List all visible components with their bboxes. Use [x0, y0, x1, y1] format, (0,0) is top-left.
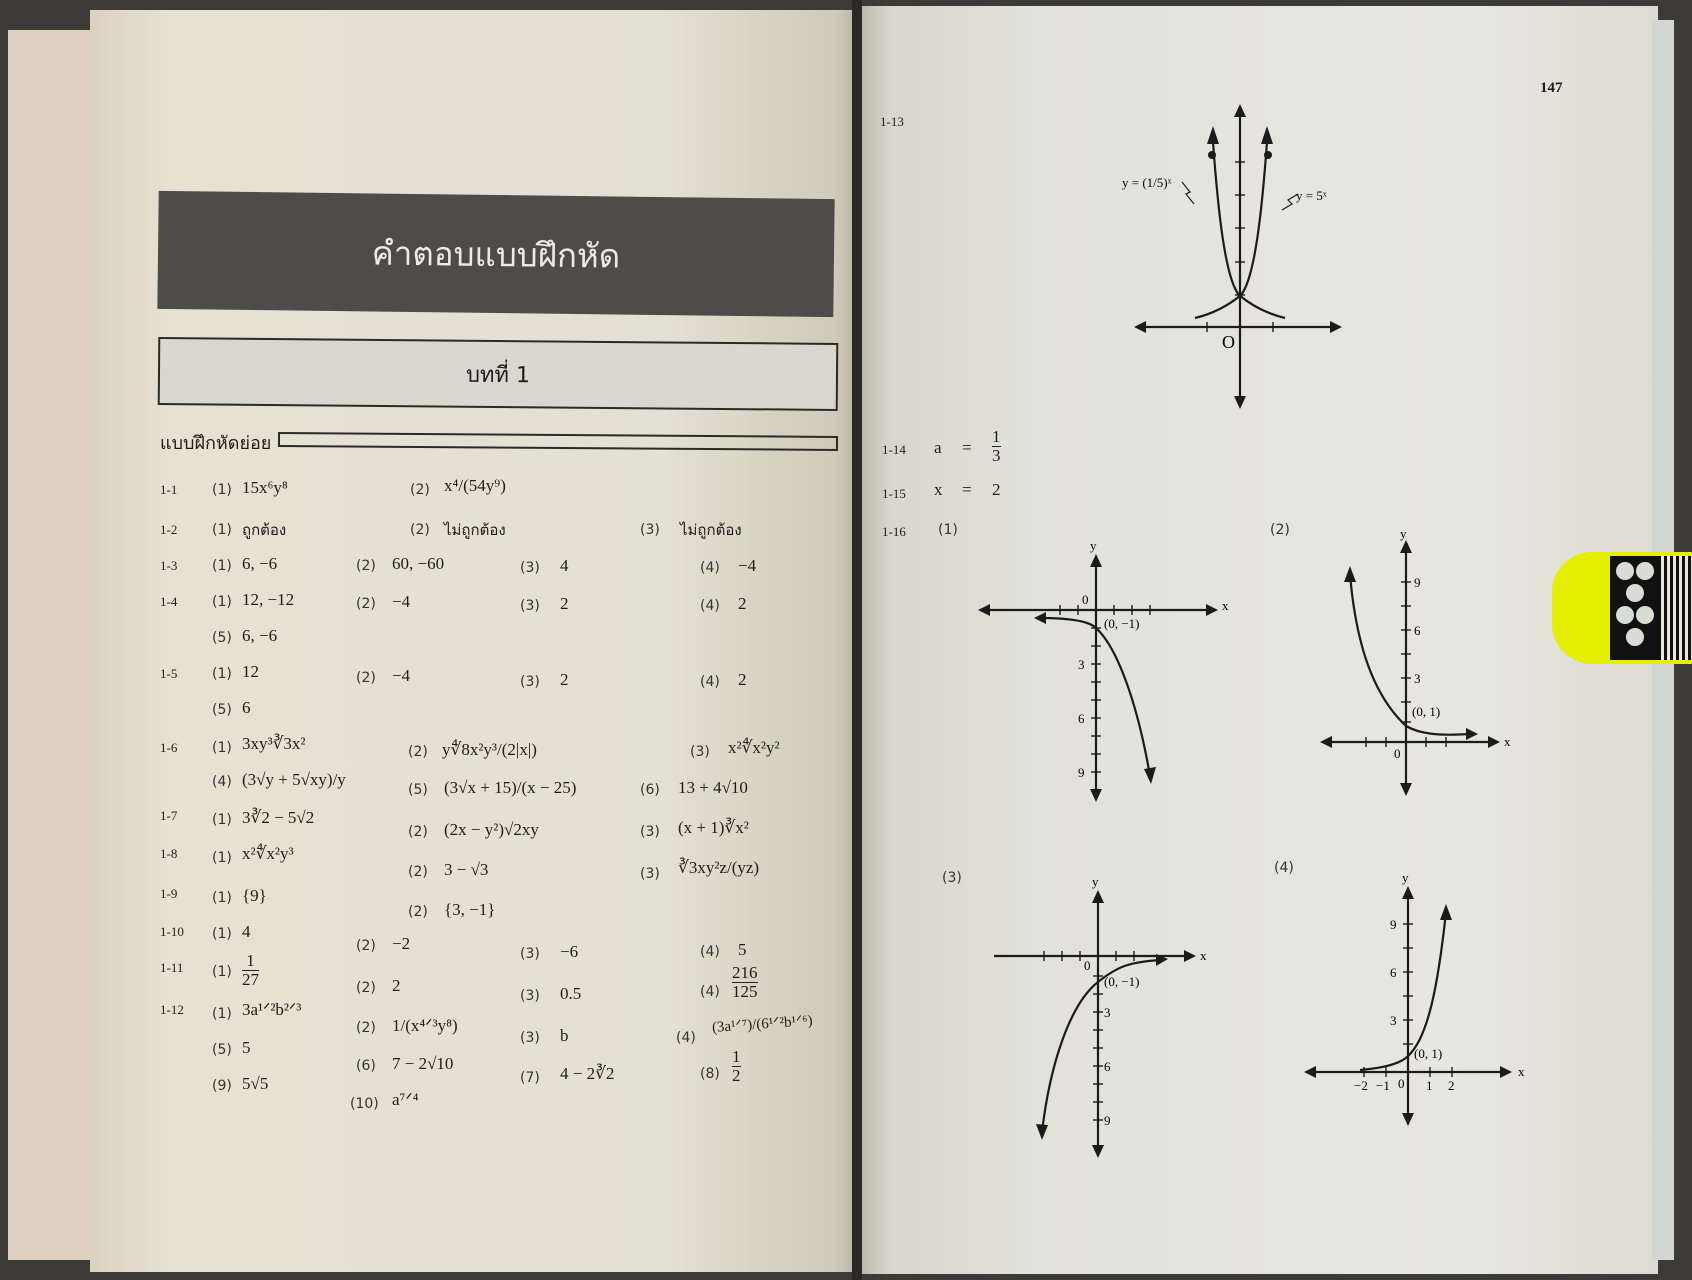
exercise-number: 1-5	[160, 666, 178, 681]
y-axis-label: y	[1400, 526, 1407, 541]
answer: 2	[392, 976, 401, 995]
origin-label: 0	[1398, 1076, 1405, 1091]
part-number: (2)	[408, 824, 428, 840]
answer: ไม่ถูกต้อง	[444, 521, 506, 539]
y-axis-arrow-down	[1402, 1113, 1414, 1126]
exercise-number: 1-11	[160, 960, 184, 975]
y-tick-label: 6	[1390, 965, 1397, 980]
answer: 12, −12	[242, 590, 295, 609]
exercise-number: 1-15	[882, 486, 906, 501]
part-number: (4)	[212, 774, 232, 790]
part-number: (2)	[356, 670, 376, 686]
part-number: (1)	[212, 964, 232, 980]
part-number: (1)	[212, 890, 232, 906]
curve-one-fifth-pow-x	[1213, 142, 1285, 318]
point-marker	[1208, 151, 1216, 159]
y-tick-label: 6	[1414, 623, 1421, 638]
graph-exponential-pair	[1120, 100, 1350, 420]
part-number: (4)	[676, 1030, 696, 1046]
x-axis-arrow-right	[1184, 950, 1196, 962]
part-number: (2)	[356, 980, 376, 996]
answer: −4	[738, 556, 757, 575]
answer-fraction	[242, 952, 259, 989]
denominator: 3	[992, 445, 1001, 465]
x-axis-arrow-left	[1134, 321, 1146, 333]
numerator: 1	[732, 1047, 741, 1066]
y-tick-label: 3	[1078, 657, 1085, 672]
y-tick-label: 9	[1414, 575, 1421, 590]
x-tick-label: −2	[1354, 1078, 1368, 1093]
part-number: (5)	[408, 782, 428, 798]
point-label: (0, 1)	[1414, 1046, 1443, 1061]
graph-1-16-part-4	[1300, 866, 1550, 1136]
part-number: (2)	[408, 744, 428, 760]
part-number: (1)	[212, 482, 232, 498]
x-tick-label: −1	[1376, 1078, 1390, 1093]
answer: −2	[392, 934, 411, 953]
curve-arrow	[1036, 1124, 1048, 1140]
exercise-number: 1-6	[160, 740, 178, 755]
y-axis-arrow-up	[1234, 104, 1246, 117]
answer: −4	[392, 666, 411, 685]
y-axis-arrow-up	[1400, 540, 1412, 553]
part-number: (3)	[690, 744, 710, 760]
denominator: 2	[732, 1065, 741, 1085]
curve-arrow	[1344, 566, 1356, 582]
graph-part-label: (3)	[942, 870, 962, 886]
graph-part-label: (1)	[938, 522, 958, 538]
point-marker	[1264, 151, 1272, 159]
curve-label-right: y = 5ˣ	[1296, 188, 1327, 203]
part-number: (1)	[212, 594, 232, 610]
y-axis-label: y	[1402, 870, 1409, 885]
exercise-number: 1-2	[160, 522, 178, 537]
part-number: (3)	[520, 560, 540, 576]
part-number: (9)	[212, 1078, 232, 1094]
part-number: (3)	[520, 1030, 540, 1046]
part-number: (4)	[700, 598, 720, 614]
answer: 3 − √3	[444, 860, 489, 879]
point-label: (0, −1)	[1104, 616, 1140, 631]
part-number: (6)	[640, 782, 660, 798]
part-number: (2)	[410, 482, 430, 498]
exercise-number: 1-7	[160, 808, 178, 823]
x-axis-arrow-right	[1488, 736, 1500, 748]
part-number: (8)	[700, 1066, 720, 1082]
exercise-number: 1-12	[160, 1002, 184, 1017]
exercise-number: 1-8	[160, 846, 178, 861]
curve-arrow	[1440, 904, 1452, 920]
answer: 3xy³∛3x²	[242, 734, 306, 753]
x-axis-label: x	[1518, 1064, 1525, 1079]
curve-arrow	[1034, 612, 1046, 624]
part-number: (7)	[520, 1070, 540, 1086]
answer: 3a¹ᐟ²b²ᐟ³	[242, 1000, 302, 1019]
answer: x²∜x²y²	[728, 738, 780, 757]
answer-fraction	[732, 1048, 741, 1085]
graph-part-label: (4)	[1274, 860, 1294, 876]
part-number: (1)	[212, 666, 232, 682]
answer: b	[560, 1026, 569, 1045]
x-axis-arrow-left	[1304, 1066, 1316, 1078]
answer: ไม่ถูกต้อง	[680, 521, 742, 539]
origin-label: 0	[1084, 958, 1091, 973]
variable: x	[934, 480, 943, 499]
part-number: (3)	[640, 866, 660, 882]
part-number: (3)	[520, 946, 540, 962]
part-number: (5)	[212, 630, 232, 646]
answer: 60, −60	[392, 554, 445, 573]
answer: (2x − y²)√2xy	[444, 820, 539, 839]
variable: a	[934, 438, 942, 457]
y-tick-label: 3	[1390, 1013, 1397, 1028]
equals-sign: =	[962, 438, 972, 457]
answer: 5√5	[242, 1074, 269, 1093]
numerator: 1	[246, 951, 255, 970]
part-number: (2)	[356, 1020, 376, 1036]
answer: x²∜x²y³	[242, 844, 294, 863]
answers-title: คำตอบแบบฝึกหัด	[371, 232, 621, 276]
x-tick-label: 1	[1426, 1078, 1433, 1093]
answer: 4 − 2∛2	[560, 1064, 615, 1083]
answer: ∛3xy²z/(yz)	[678, 858, 760, 877]
exercise-number: 1-10	[160, 924, 184, 939]
answers-title-band	[157, 191, 834, 317]
answer: 7 − 2√10	[392, 1054, 454, 1073]
part-number: (1)	[212, 740, 232, 756]
part-number: (2)	[408, 864, 428, 880]
answer: (x + 1)∛x²	[678, 818, 749, 837]
answer: 2	[560, 670, 569, 689]
exercise-number: 1-1	[160, 482, 178, 497]
numerator: 216	[732, 963, 758, 982]
x-axis-arrow-right	[1330, 321, 1342, 333]
numerator: 1	[992, 427, 1001, 446]
sticky-note-dots	[1612, 556, 1658, 660]
equals-sign: =	[962, 480, 972, 499]
answer-fraction	[992, 428, 1001, 465]
answer: {3, −1}	[444, 900, 496, 919]
answer: 1/(x⁴ᐟ³y⁸)	[392, 1016, 458, 1035]
curve-label-left: y = (1/5)ˣ	[1122, 175, 1172, 190]
y-axis-arrow-down	[1400, 783, 1412, 796]
part-number: (5)	[212, 702, 232, 718]
part-number: (2)	[410, 522, 430, 538]
answer: 15x⁶y⁸	[242, 478, 288, 497]
answer: ถูกต้อง	[242, 521, 287, 539]
origin-label: 0	[1082, 592, 1089, 607]
part-number: (1)	[212, 1006, 232, 1022]
exercise-number: 1-16	[882, 524, 906, 539]
denominator: 125	[732, 981, 758, 1001]
graph-1-16-part-3	[990, 874, 1220, 1164]
part-number: (2)	[408, 904, 428, 920]
answer-fraction	[732, 964, 758, 1001]
curve-arrow	[1466, 728, 1478, 740]
answer: x⁴/(54y⁹)	[444, 476, 506, 495]
answer: (3√x + 15)/(x − 25)	[444, 778, 577, 797]
part-number: (4)	[700, 984, 720, 1000]
answer: 4	[242, 922, 251, 941]
curve-5-pow-x	[1195, 142, 1267, 318]
part-number: (3)	[520, 988, 540, 1004]
y-axis-arrow-down	[1092, 1145, 1104, 1158]
y-tick-label: 9	[1104, 1113, 1111, 1128]
answer: 6, −6	[242, 554, 278, 573]
x-axis-arrow-right	[1206, 604, 1218, 616]
exercise-number: 1-3	[160, 558, 178, 573]
y-tick-label: 3	[1104, 1005, 1111, 1020]
y-axis-arrow-down	[1234, 396, 1246, 409]
exercise-number: 1-14	[882, 442, 906, 457]
answer: −6	[560, 942, 579, 961]
part-number: (4)	[700, 560, 720, 576]
y-axis-arrow-up	[1090, 554, 1102, 567]
curve-arrow	[1261, 126, 1273, 144]
part-number: (3)	[640, 522, 660, 538]
answer: 5	[242, 1038, 251, 1057]
y-tick-label: 9	[1390, 917, 1397, 932]
answer: y∜8x²y³/(2|x|)	[442, 740, 537, 759]
answer: 2	[738, 594, 747, 613]
x-axis-arrow-right	[1500, 1066, 1512, 1078]
answer: {9}	[242, 886, 267, 905]
graph-1-16-part-1	[978, 536, 1238, 808]
y-axis-label: y	[1090, 538, 1097, 553]
exponential-curve	[1042, 960, 1160, 1132]
x-axis-arrow-left	[1320, 736, 1332, 748]
graph-part-label: (2)	[1270, 522, 1290, 538]
part-number: (3)	[520, 598, 540, 614]
part-number: (10)	[350, 1096, 379, 1112]
answer: 3∛2 − 5√2	[242, 808, 315, 827]
x-axis-label: x	[1504, 734, 1511, 749]
part-number: (1)	[212, 850, 232, 866]
answer: 6	[242, 698, 251, 717]
left-page-edge	[8, 30, 98, 1260]
curve-arrow	[1144, 767, 1156, 784]
answer: 2	[738, 670, 747, 689]
part-number: (2)	[356, 558, 376, 574]
x-axis-label: x	[1222, 598, 1229, 613]
answer: (3√y + 5√xy)/y	[242, 770, 346, 789]
y-tick-label: 6	[1104, 1059, 1111, 1074]
exercise-number: 1-13	[880, 114, 904, 129]
y-axis-arrow-up	[1092, 890, 1104, 903]
sub-exercise-heading: แบบฝึกหัดย่อย	[160, 433, 272, 454]
answer: −4	[392, 592, 411, 611]
part-number: (1)	[212, 926, 232, 942]
part-number: (2)	[356, 596, 376, 612]
part-number: (1)	[212, 812, 232, 828]
part-number: (3)	[520, 674, 540, 690]
chapter-heading: บทที่ 1	[465, 362, 531, 388]
answer: 2	[560, 594, 569, 613]
answer: 12	[242, 662, 259, 681]
answer: 13 + 4√10	[678, 778, 748, 797]
label-leader-left	[1182, 182, 1194, 204]
y-axis-arrow-up	[1402, 886, 1414, 899]
part-number: (6)	[356, 1058, 376, 1074]
answer: (3a¹ᐟ⁷)/(6¹ᐟ²b¹ᐟ⁶)	[711, 1012, 814, 1036]
part-number: (4)	[700, 674, 720, 690]
answer: 5	[738, 940, 747, 959]
exercise-number: 1-9	[160, 886, 178, 901]
part-number: (1)	[212, 558, 232, 574]
book-gutter	[852, 0, 862, 1280]
graph-1-16-part-2	[1320, 526, 1520, 806]
page-number: 147	[1540, 80, 1563, 96]
point-label: (0, 1)	[1412, 704, 1441, 719]
point-label: (0, −1)	[1104, 974, 1140, 989]
answer: 4	[560, 556, 569, 575]
curve-arrow	[1207, 126, 1219, 144]
part-number: (1)	[212, 522, 232, 538]
part-number: (4)	[700, 944, 720, 960]
answer: a⁷ᐟ⁴	[392, 1090, 419, 1109]
x-axis-arrow-left	[978, 604, 990, 616]
x-axis-label: x	[1200, 948, 1207, 963]
y-tick-label: 9	[1078, 765, 1085, 780]
answer: 2	[992, 480, 1001, 499]
denominator: 27	[242, 969, 259, 989]
y-tick-label: 3	[1414, 671, 1421, 686]
y-tick-label: 6	[1078, 711, 1085, 726]
y-axis-arrow-down	[1090, 789, 1102, 802]
origin-label: 0	[1394, 746, 1401, 761]
y-axis-label: y	[1092, 874, 1099, 889]
chapter-heading-box	[158, 337, 839, 411]
origin-label: O	[1222, 332, 1235, 352]
x-tick-label: 2	[1448, 1078, 1455, 1093]
part-number: (5)	[212, 1042, 232, 1058]
answer: 0.5	[560, 984, 582, 1003]
part-number: (2)	[356, 938, 376, 954]
answer: 6, −6	[242, 626, 278, 645]
part-number: (3)	[640, 824, 660, 840]
exercise-number: 1-4	[160, 594, 178, 609]
